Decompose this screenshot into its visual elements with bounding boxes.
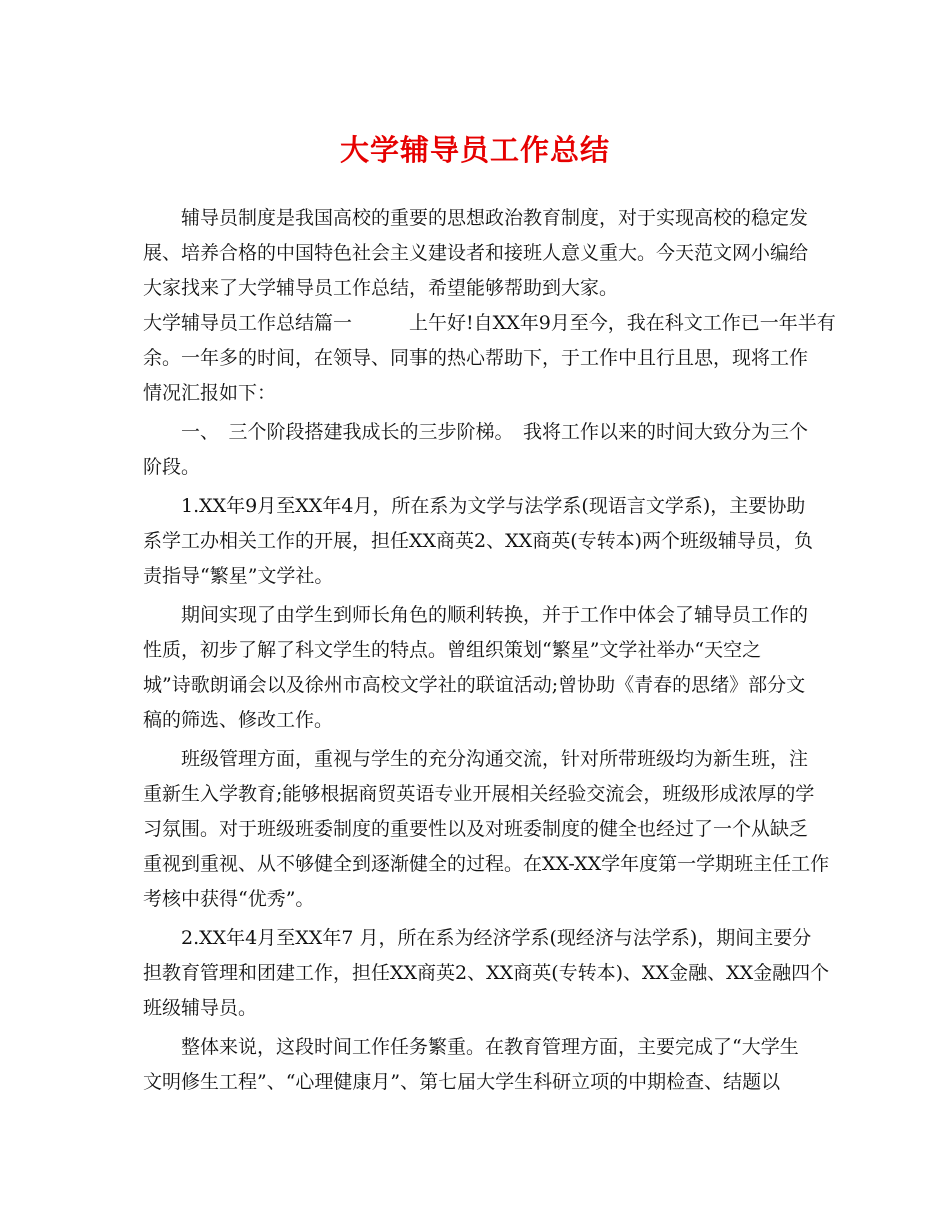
text-line: 整体来说，这段时间工作任务繁重。在教育管理方面，主要完成了“大学生 [181,1036,799,1058]
text-line: 辅导员制度是我国高校的重要的思想政治教育制度，对于实现高校的稳定发 [181,207,809,229]
text-line: 系学工办相关工作的开展，担任XX商英2、XX商英(专转本)两个班级辅导员，负 [143,530,814,552]
text-line: 阶段。 [143,456,201,478]
text-line: 担教育管理和团建工作，担任XX商英2、XX商英(专转本)、XX金融、XX金融四个 [143,962,830,984]
text-line: 稿的筛选、修改工作。 [143,709,334,731]
text-line: 大学辅导员工作总结篇一 上午好!自XX年9月至今，我在科文工作已一年半有 [143,312,836,334]
document-body [143,201,836,1100]
text-line: 1.XX年9月至XX年4月，所在系为文学与法学系(现语言文学系)，主要协助 [181,495,806,517]
text-line: 城”诗歌朗诵会以及徐州市高校文学社的联谊活动;曾协助《青春的思绪》部分文 [143,674,806,696]
document-title: 大学辅导员工作总结 [339,133,610,167]
text-line: 性质，初步了解了科文学生的特点。曾组织策划“繁星”文学社举办“天空之 [143,639,762,661]
text-line: 重新生入学教育;能够根据商贸英语专业开展相关经验交流会，班级形成浓厚的学 [143,783,815,805]
text-line: 2.XX年4月至XX年7 月，所在系为经济学系(现经济与法学系)，期间主要分 [181,927,812,949]
text-line: 大家找来了大学辅导员工作总结，希望能够帮助到大家。 [143,277,619,299]
text-line: 习氛围。对于班级班委制度的重要性以及对班委制度的健全也经过了一个从缺乏 [143,818,809,840]
text-line: 文明修生工程”、“心理健康月”、第七届大学生科研立项的中期检查、结题以 [143,1071,781,1093]
text-line: 班级管理方面，重视与学生的充分沟通交流，针对所带班级均为新生班，注 [181,748,809,770]
text-line: 展、培养合格的中国特色社会主义建设者和接班人意义重大。今天范文网小编给 [143,242,809,264]
text-line: 余。一年多的时间，在领导、同事的热心帮助下，于工作中且行且思，现将工作 [143,347,809,369]
text-line: 责指导“繁星”文学社。 [143,565,334,587]
text-line: 班级辅导员。 [143,997,258,1019]
text-line: 期间实现了由学生到师长角色的顺利转换，并于工作中体会了辅导员工作的 [181,604,809,626]
text-line: 情况汇报如下： [143,382,277,404]
text-line: 一、 三个阶段搭建我成长的三步阶梯。 我将工作以来的时间大致分为三个 [181,421,809,443]
text-line: 考核中获得“优秀”。 [143,888,315,910]
text-line: 重视到重视、从不够健全到逐渐健全的过程。在XX-XX学年度第一学期班主任工作 [143,853,830,875]
